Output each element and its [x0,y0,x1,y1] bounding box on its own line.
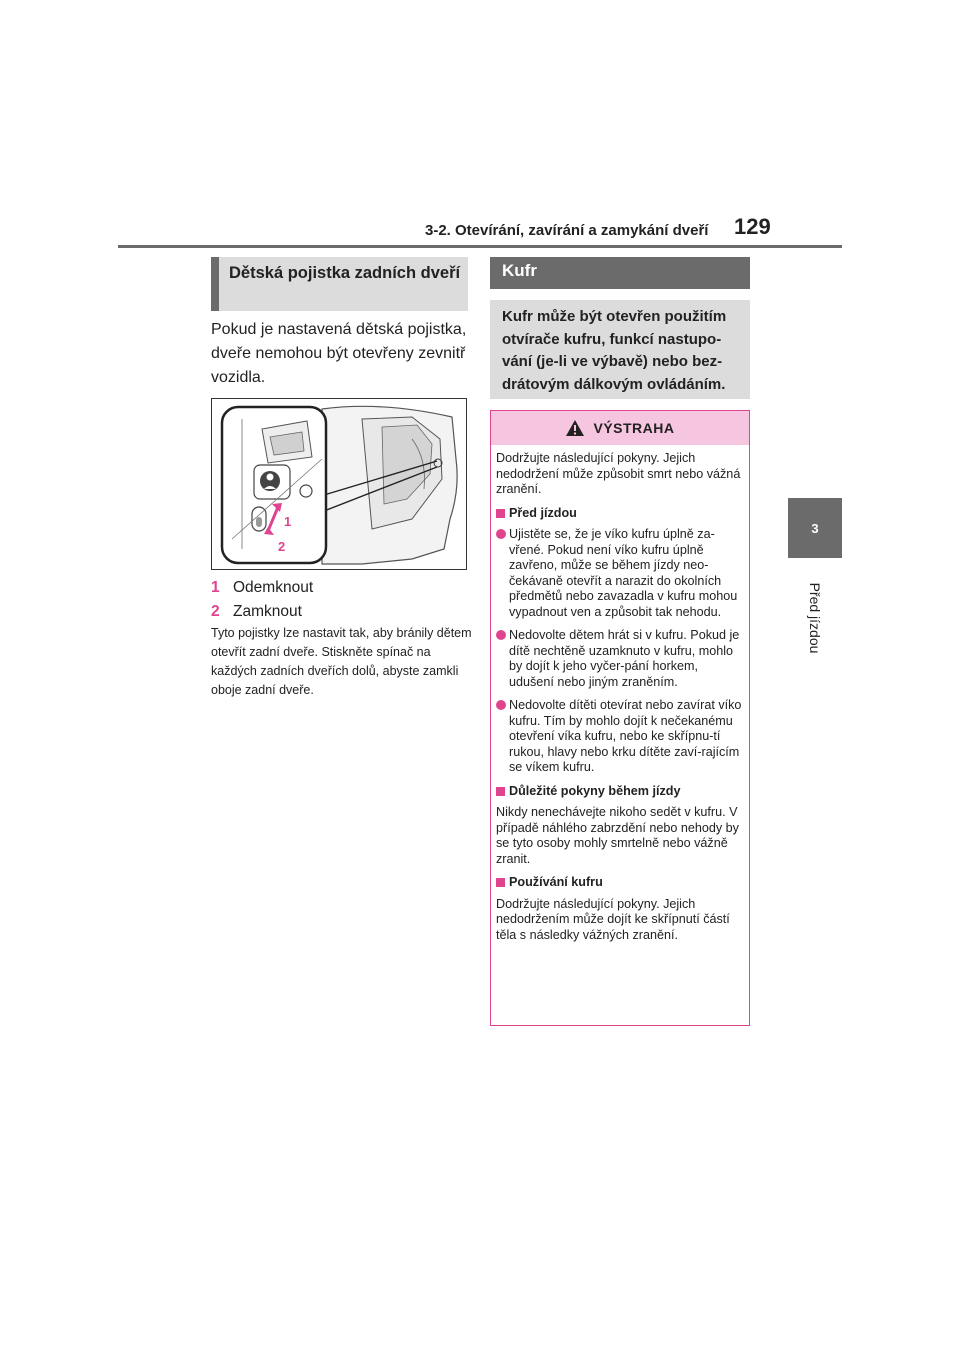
round-bullet-icon [496,529,506,539]
list-item [211,600,471,624]
child-lock-note: Tyto pojistky lze nastavit tak, aby bránily dětem otevřít zadní dveře. Stiskněte spínač na každých zadních dveřích dolů, abyste zamkli oboje zadní dveře. [211,626,472,697]
warning-box [490,410,750,1026]
child-lock-intro: Pokud je nastavená dětská pojistka, dveře nemohou být otevřeny zevnitř vozidla. [211,321,467,386]
round-bullet-icon [496,700,506,710]
round-bullet-icon [496,630,506,640]
list-item [211,576,471,600]
figure-label-2: 2 [278,539,286,554]
item-label: Zamknout [233,603,302,620]
list-item: Nedovolte dítěti otevírat nebo zavírat víko kufru. Tím by mohlo dojít k nečekanému otevření víka kufru, nebo ke skřípnu-tí rukou, hlavy nebo krku dítěte zaví-rajícím se víkem kufru. [496,698,746,776]
item-number: 2 [211,603,220,620]
header-divider [118,245,842,248]
subheading-using-trunk: Používání kufru [496,875,746,891]
warning-title: VÝSTRAHA [593,420,675,436]
warning-triangle-icon [565,419,585,437]
while-driving-text: Nikdy nenechávejte nikoho sedět v kufru. V případě náhlého zabrzdění nebo nehody by se tyto osoby mohly smrtelně nebo vážně zranit. [496,805,739,866]
chapter-number: 3 [811,520,819,536]
page-number: 129 [734,214,771,239]
item-label: Odemknout [233,579,314,596]
trunk-summary: Kufr může být otevřen použitím otvírače kufru, funkcí nastupo-vání (je-li ve výbavě) nebo bez-drátovým dálkovým ovládáním. [490,300,750,399]
square-bullet-icon [496,878,505,887]
figure-label-1: 1 [284,514,292,529]
subheading-while-driving: Důležité pokyny během jízdy [496,784,746,800]
lock-position-list [211,576,471,624]
list-item: Nedovolte dětem hrát si v kufru. Pokud je dítě nechtěně uzamknuto v kufru, mohlo by dojít k jeho vyčer-pání horkem, udušení nebo jiným zraněním. [496,628,746,690]
chapter-tab [788,498,842,558]
square-bullet-icon [496,509,505,518]
child-lock-illustration [211,398,467,570]
chapter-label: Před jízdou [807,582,823,654]
square-bullet-icon [496,787,505,796]
list-item: Ujistěte se, že je víko kufru úplně za-vřené. Pokud není víko kufru úplně zavřeno, může se během jízdy neo-čekávaně otevřít a narazit do okolních předmětů nebo zavazadla v kufru mohou vypadnout ven a způsobit tak nehodu. [496,527,746,620]
item-number: 1 [211,579,220,596]
subheading-before-driving: Před jízdou [496,506,746,522]
section-header-title: 3-2. Otevírání, zavírání a zamykání dveří [425,222,709,239]
warning-header [491,411,749,445]
using-trunk-text: Dodržujte následující pokyny. Jejich nedodržením může dojít ke skřípnutí částí těla s následky vážných zranění. [496,896,730,942]
child-lock-heading: Dětská pojistka zadních dveří [211,257,468,311]
warning-intro: Dodržujte následující pokyny. Jejich nedodržení může způsobit smrt nebo vážná zranění. [496,451,741,496]
trunk-heading: Kufr [490,257,750,289]
car-door-drawing [212,399,466,569]
warning-body [496,451,746,951]
